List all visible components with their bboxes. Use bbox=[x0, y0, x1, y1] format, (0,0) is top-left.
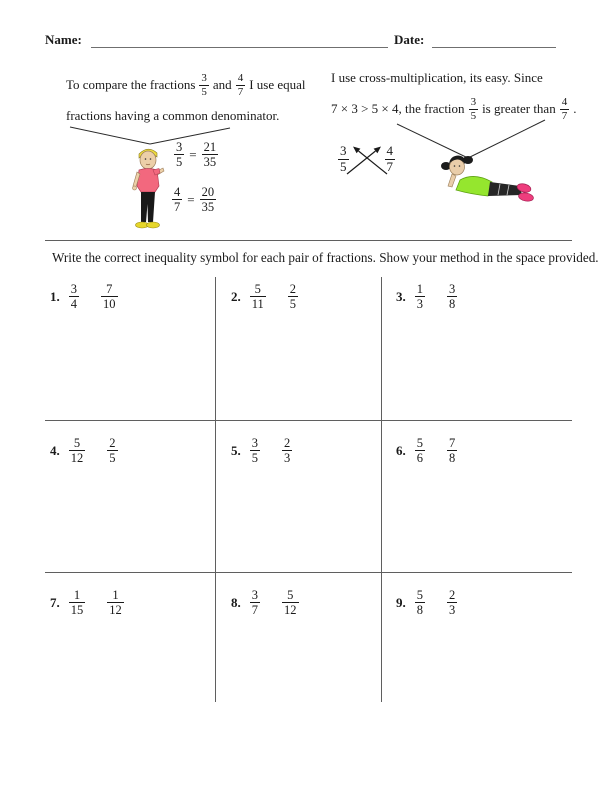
fraction-right: $\frac{5}{12}$ bbox=[284, 588, 297, 617]
date-blank bbox=[432, 30, 556, 48]
problem-number: 3. bbox=[396, 288, 406, 304]
problem-number: 4. bbox=[50, 442, 60, 458]
problem-1 bbox=[50, 282, 118, 311]
fraction-left: $\frac{5}{12}$ bbox=[70, 436, 84, 465]
intro-left-line1 bbox=[66, 68, 306, 102]
problem-number: 7. bbox=[50, 594, 60, 610]
answer-space bbox=[269, 602, 273, 603]
problem-number: 9. bbox=[396, 594, 406, 610]
fraction: $\frac{21}{35}$ bbox=[203, 140, 217, 169]
fraction: $\frac{4}{7}$ bbox=[237, 72, 244, 98]
answer-space bbox=[94, 450, 98, 451]
fraction-right: $\frac{2}{5}$ bbox=[289, 282, 297, 311]
answer-space bbox=[88, 296, 92, 297]
cross-arrows-icon bbox=[344, 139, 390, 179]
intro-right-line1: I use cross-multiplication, its easy. Since bbox=[331, 70, 543, 85]
boy-pointing-cartoon bbox=[95, 146, 165, 234]
fraction: $\frac{3}{5}$ bbox=[340, 142, 347, 174]
fraction-left: $\frac{3}{5}$ bbox=[251, 436, 258, 465]
fraction-left: $\frac{3}{7}$ bbox=[251, 588, 258, 617]
problem-3 bbox=[396, 282, 457, 311]
intro-left-text: I use equal bbox=[249, 77, 306, 92]
answer-space bbox=[434, 296, 438, 297]
equals-sign: = bbox=[187, 191, 195, 207]
problem-9 bbox=[396, 588, 457, 617]
fraction-right: $\frac{2}{3}$ bbox=[284, 436, 291, 465]
problem-7 bbox=[50, 588, 124, 617]
fraction-left: $\frac{5}{6}$ bbox=[416, 436, 423, 465]
fraction-right: $\frac{7}{10}$ bbox=[103, 282, 116, 311]
fraction: $\frac{4}{7}$ bbox=[386, 142, 393, 174]
fraction: $\frac{3}{5}$ bbox=[176, 140, 183, 169]
problem-8 bbox=[231, 588, 299, 617]
fraction-right: $\frac{2}{5}$ bbox=[109, 436, 116, 465]
problem-number: 1. bbox=[50, 288, 60, 304]
intro-left-text: To compare the fractions bbox=[66, 77, 196, 92]
problem-number: 2. bbox=[231, 288, 241, 304]
name-blank bbox=[91, 30, 388, 48]
fraction-left: $\frac{1}{15}$ bbox=[70, 588, 84, 617]
problem-6 bbox=[396, 436, 457, 465]
fraction-right: $\frac{1}{12}$ bbox=[109, 588, 122, 617]
answer-space bbox=[434, 602, 438, 603]
answer-space bbox=[94, 602, 98, 603]
problem-5 bbox=[231, 436, 292, 465]
intro-right-text: is greater than bbox=[482, 101, 556, 116]
section-divider bbox=[45, 240, 572, 241]
fraction-right: $\frac{2}{3}$ bbox=[449, 588, 456, 617]
equals-sign: = bbox=[189, 146, 197, 162]
fraction-left: $\frac{5}{11}$ bbox=[251, 282, 264, 311]
fraction-right: $\frac{7}{8}$ bbox=[449, 436, 456, 465]
answer-space bbox=[269, 450, 273, 451]
grid-horizontal-line bbox=[45, 420, 572, 421]
fraction-left: $\frac{3}{4}$ bbox=[70, 282, 77, 311]
intro-right-text: 7 × 3 > 5 × 4, the fraction bbox=[331, 101, 465, 116]
date-label: Date: bbox=[394, 32, 425, 47]
equal-fraction-equation-1 bbox=[174, 140, 218, 169]
problem-number: 6. bbox=[396, 442, 406, 458]
fraction: $\frac{3}{5}$ bbox=[470, 96, 477, 122]
girl-reclining-cartoon bbox=[436, 150, 536, 206]
fraction-left: $\frac{5}{8}$ bbox=[416, 588, 423, 617]
fraction: $\frac{4}{7}$ bbox=[174, 185, 181, 214]
equal-fraction-equation-2 bbox=[172, 185, 216, 214]
grid-vertical-line bbox=[215, 277, 216, 702]
problem-number: 8. bbox=[231, 594, 241, 610]
fraction-right: $\frac{3}{8}$ bbox=[449, 282, 456, 311]
intro-left-line2: fractions having a common denominator. bbox=[66, 108, 280, 123]
problem-4 bbox=[50, 436, 118, 465]
grid-horizontal-line bbox=[45, 572, 572, 573]
instruction-text: Write the correct inequality symbol for each pair of fractions. Show your method in the space provided. bbox=[52, 250, 599, 265]
answer-space bbox=[275, 296, 279, 297]
fraction: $\frac{3}{5}$ bbox=[201, 72, 207, 98]
fraction: $\frac{20}{35}$ bbox=[201, 185, 215, 214]
problem-2 bbox=[231, 282, 298, 311]
answer-space bbox=[434, 450, 438, 451]
grid-vertical-line bbox=[381, 277, 382, 702]
intro-left-text: and bbox=[212, 77, 232, 92]
name-label: Name: bbox=[45, 32, 82, 47]
cross-multiplication-diagram bbox=[338, 139, 395, 179]
intro-right-text: . bbox=[573, 101, 577, 116]
problem-number: 5. bbox=[231, 442, 241, 458]
fraction: $\frac{4}{7}$ bbox=[561, 96, 568, 122]
fraction-left: $\frac{1}{3}$ bbox=[416, 282, 423, 311]
